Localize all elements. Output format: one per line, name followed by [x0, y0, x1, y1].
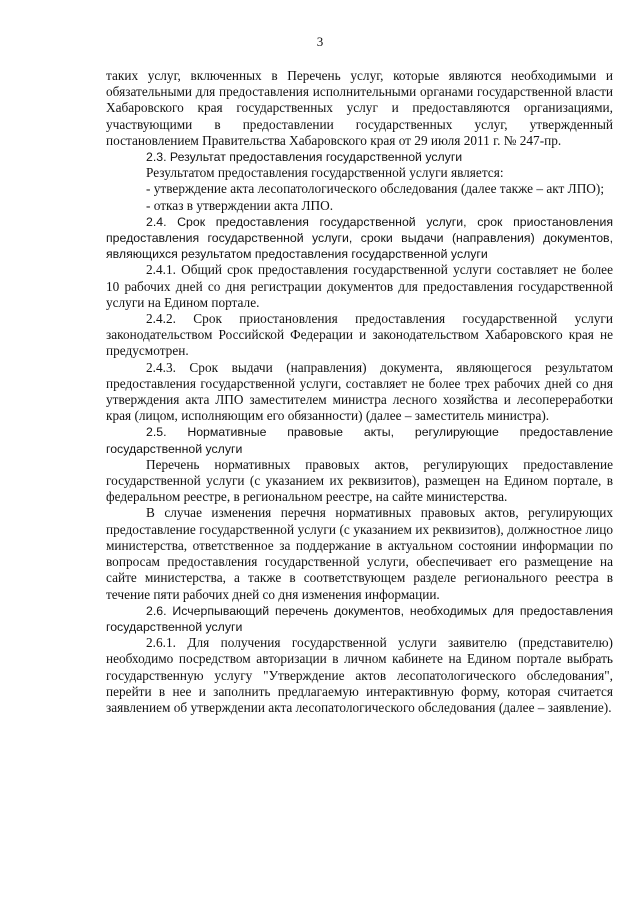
paragraph-services-list-end: таких услуг, включенных в Перечень услуг, которые являются необходимыми и обязательными для предоставления исполнительными органами государственной власти Хабаровского края государственных услуг и предоставляются организациями, участвующими в предоставлении государственных услуг, утвержденный постановлением Правительства Хабаровского края от 29 июля 2011 г. № 247-пр.: [106, 68, 613, 148]
paragraph-result-intro: Результатом предоставления государственной услуги является:: [146, 165, 504, 181]
page-number: 3: [316, 34, 324, 49]
heading-2-3-result: 2.3. Результат предоставления государственной услуги: [146, 150, 463, 165]
heading-2-4-terms: 2.4. Срок предоставления государственной услуги, срок приостановления предоставления государственной услуги, сроки выдачи (направления) документов, являющихся результатом предоставления государственной услуги: [106, 214, 613, 262]
paragraph-legal-acts-list: Перечень нормативных правовых актов, регулирующих предоставление государственной услуги (с указанием их реквизитов), размещен на Едином портале, в федеральном реестре, в региональном реестре, на сайте министерства.: [106, 456, 613, 505]
list-item-refusal: - отказ в утверждении акта ЛПО.: [146, 197, 334, 213]
paragraph-2-6-1: 2.6.1. Для получения государственной услуги заявителю (представителю) необходимо посредством авторизации в личном кабинете на Едином портале выбрать государственную услугу "Утверждение актов лесопатологического обследования", перейти в нее и заполнить предлагаемую интерактивную форму, которая считается заявлением об утверждении акта лесопатологического обследования (далее – заявление).: [106, 635, 613, 715]
paragraph-2-4-1: 2.4.1. Общий срок предоставления государственной услуги составляет не более 10 рабочих дней со дня регистрации документов для предоставления государственной услуги на Едином портале.: [106, 262, 613, 310]
heading-2-5-legal-acts: 2.5. Нормативные правовые акты, регулирующие предоставление государственной услуги: [106, 425, 613, 456]
document-body: [106, 68, 613, 716]
heading-2-6-documents: 2.6. Исчерпывающий перечень документов, необходимых для предоставления государственной услуги: [106, 603, 613, 634]
paragraph-legal-acts-change: В случае изменения перечня нормативных правовых актов, регулирующих предоставление государственной услуги (с указанием их реквизитов), должностное лицо министерства, ответственное за поддержание в актуальном состоянии информации по вопросам предоставления государственной услуги, обеспечивает его размещение на сайте министерства, а также в соответствующем разделе регионального реестра в течение пяти рабочих дней со дня изменения информации.: [106, 505, 613, 602]
list-item-approval: - утверждение акта лесопатологического обследования (далее также – акт ЛПО);: [146, 181, 605, 197]
paragraph-2-4-2: 2.4.2. Срок приостановления предоставления государственной услуги законодательством Российской Федерации и законодательством Хабаровского края не предусмотрен.: [106, 311, 613, 359]
paragraph-2-4-3: 2.4.3. Срок выдачи (направления) документа, являющегося результатом предоставления государственной услуги, составляет не более трех рабочих дней со дня утверждения акта ЛПО заместителем министра лесного хозяйства и лесопереработки края (лицом, исполняющим его обязанности) (далее – заместитель министра).: [106, 359, 613, 424]
